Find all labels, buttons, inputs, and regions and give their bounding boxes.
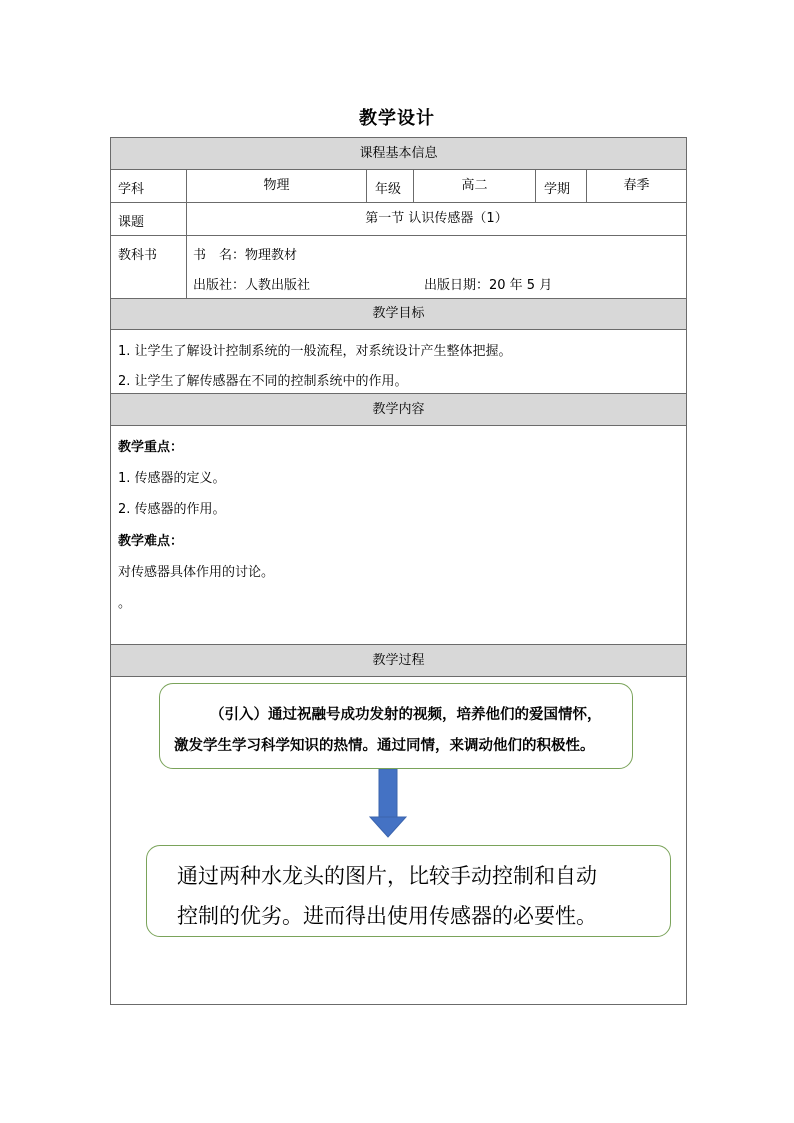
topic-label: 课题 [118, 215, 145, 230]
term-value: 春季 [623, 178, 650, 193]
subject-value-cell [187, 170, 367, 202]
term-value-cell [587, 170, 686, 202]
objectives-body [111, 330, 686, 394]
content-header [111, 394, 686, 426]
topic-value-cell [187, 203, 686, 235]
objectives-header [111, 299, 686, 330]
objectives-header-text: 教学目标 [372, 306, 425, 321]
grade-label-cell [367, 170, 414, 202]
key-points-label: 教学重点： [118, 440, 184, 455]
term-label: 学期 [544, 182, 571, 197]
content-header-text: 教学内容 [372, 402, 425, 417]
subject-row [111, 170, 686, 203]
key-point-item: 1. 传感器的定义。 [118, 471, 226, 486]
basic-info-header [111, 138, 686, 170]
objective-item: 2. 让学生了解传感器在不同的控制系统中的作用。 [118, 374, 408, 389]
textbook-label-cell [111, 236, 187, 298]
difficult-point-text: 对传感器具体作用的讨论。 [118, 565, 275, 580]
grade-label: 年级 [375, 182, 402, 197]
subject-label: 学科 [118, 182, 145, 197]
faucet-step-line: 通过两种水龙头的图片，比较手动控制和自动 [177, 864, 597, 888]
textbook-value-cell [187, 236, 686, 298]
grade-value-cell [414, 170, 536, 202]
objective-item: 1. 让学生了解设计控制系统的一般流程，对系统设计产生整体把握。 [118, 344, 512, 359]
intro-step-line: （引入）通过祝融号成功发射的视频，培养他们的爱国情怀， [210, 707, 602, 723]
publisher: 出版社：人教出版社 [193, 278, 311, 293]
textbook-label: 教科书 [118, 248, 158, 263]
subject-label-cell [111, 170, 187, 202]
grade-value: 高二 [461, 178, 488, 193]
textbook-row [111, 236, 686, 299]
content-body [111, 426, 686, 645]
process-header-text: 教学过程 [372, 653, 425, 668]
subject-value: 物理 [263, 178, 290, 193]
faucet-step-box [146, 845, 671, 937]
faucet-step-line: 控制的优劣。进而得出使用传感器的必要性。 [177, 904, 597, 928]
process-header [111, 645, 686, 677]
topic-label-cell [111, 203, 187, 235]
term-label-cell [536, 170, 587, 202]
book-name: 书 名：物理教材 [193, 248, 298, 263]
topic-row [111, 203, 686, 236]
topic-value: 第一节 认识传感器（1） [365, 211, 508, 226]
intro-step-line: 激发学生学习科学知识的热情。通过同情，来调动他们的积极性。 [174, 738, 595, 754]
down-arrow-icon [369, 769, 407, 839]
page-title: 教学设计 [359, 108, 435, 129]
trailing-mark: 。 [118, 596, 132, 611]
key-point-item: 2. 传感器的作用。 [118, 502, 226, 517]
intro-step-box [159, 683, 633, 769]
basic-info-header-text: 课程基本信息 [359, 146, 438, 161]
publish-date: 出版日期：20 年 5 月 [424, 278, 553, 293]
difficult-points-label: 教学难点： [118, 534, 184, 549]
